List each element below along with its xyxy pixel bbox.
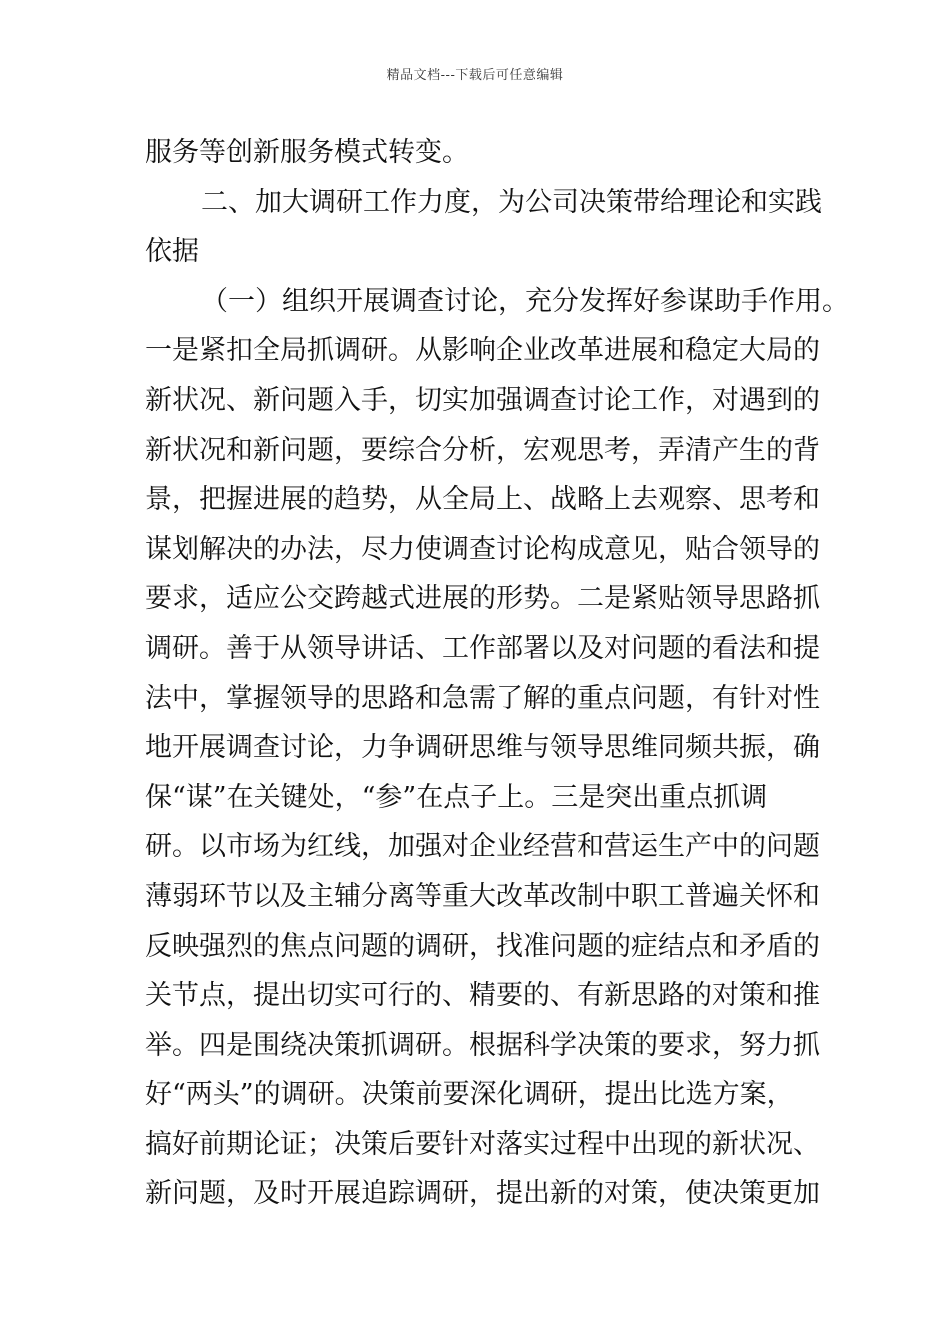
text-line: 地开展调查讨论，力争调研思维与领导思维同频共振，确 xyxy=(145,732,820,764)
text-line: 薄弱环节以及主辅分离等重大改革改制中职工普遍关怀和 xyxy=(145,880,820,912)
text-line: 搞好前期论证；决策后要针对落实过程中出现的新状况、 xyxy=(145,1128,820,1160)
text-line: 调研。善于从领导讲话、工作部署以及对问题的看法和提 xyxy=(145,632,820,664)
text-line: 好“两头”的调研。决策前要深化调研，提出比选方案， xyxy=(145,1079,794,1111)
text-line: 景，把握进展的趋势，从全局上、战略上去观察、思考和 xyxy=(145,484,820,516)
text-line: 新状况和新问题，要综合分析，宏观思考，弄清产生的背 xyxy=(145,434,820,466)
text-line: 新问题，及时开展追踪调研，提出新的对策，使决策更加 xyxy=(145,1178,820,1210)
section-heading-continuation: 依据 xyxy=(145,236,199,268)
text-line: 要求，适应公交跨越式进展的形势。二是紧贴领导思路抓 xyxy=(145,583,820,615)
text-line: 举。四是围绕决策抓调研。根据科学决策的要求，努力抓 xyxy=(145,1029,820,1061)
section-heading: 二、加大调研工作力度，为公司决策带给理论和实践 xyxy=(201,186,822,218)
document-body xyxy=(145,128,849,1219)
text-line: 法中，掌握领导的思路和急需了解的重点问题，有针对性 xyxy=(145,682,820,714)
text-line: 关节点，提出切实可行的、精要的、有新思路的对策和推 xyxy=(145,980,820,1012)
text-line: 新状况、新问题入手，切实加强调查讨论工作，对遇到的 xyxy=(145,384,820,416)
text-line: 研。以市场为红线，加强对企业经营和营运生产中的问题 xyxy=(145,831,820,863)
text-line: 保“谋”在关键处，“参”在点子上。三是突出重点抓调 xyxy=(145,781,768,813)
page-header: 精品文档---下载后可任意编辑 xyxy=(386,68,564,83)
text-line: 反映强烈的焦点问题的调研，找准问题的症结点和矛盾的 xyxy=(145,930,820,962)
text-line: 一是紧扣全局抓调研。从影响企业改革进展和稳定大局的 xyxy=(145,335,820,367)
text-line: 服务等创新服务模式转变。 xyxy=(145,137,469,168)
subsection-heading: （一）组织开展调查讨论，充分发挥好参谋助手作用。 xyxy=(201,285,849,317)
text-line: 谋划解决的办法，尽力使调查讨论构成意见，贴合领导的 xyxy=(145,533,820,565)
